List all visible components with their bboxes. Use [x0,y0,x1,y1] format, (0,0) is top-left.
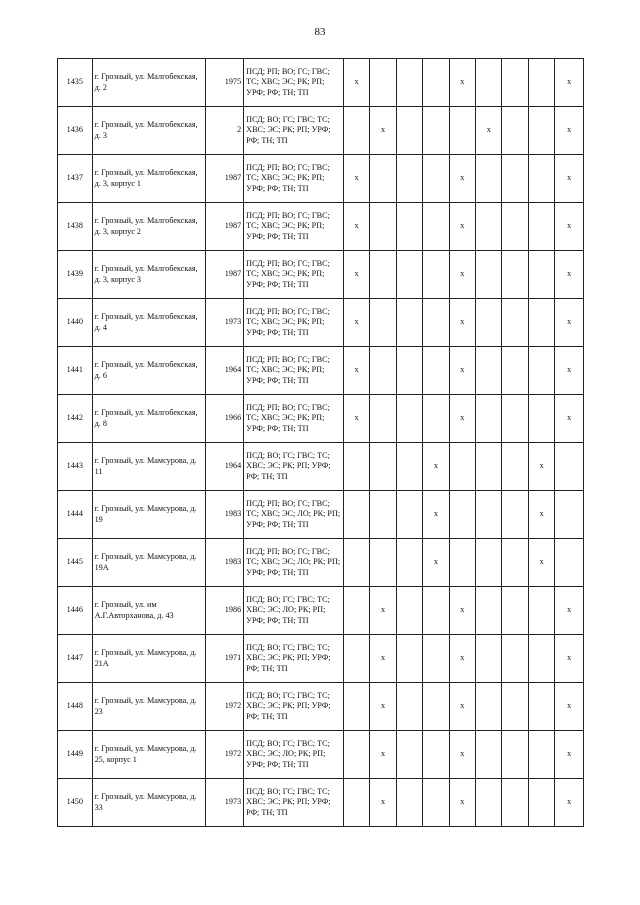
address-cell: г. Грозный, ул. Малгобекская, д. 3, корпус 2 [92,203,205,251]
mark-cell [396,779,422,827]
mark-cell [370,59,396,107]
mark-cell [423,251,449,299]
row-number: 1440 [58,299,93,347]
row-number: 1438 [58,203,93,251]
mark-cell: x [343,155,369,203]
year-cell: 1983 [205,539,244,587]
table-row [58,683,584,731]
mark-cell [396,443,422,491]
mark-cell [423,779,449,827]
table-row [58,443,584,491]
mark-cell: x [423,443,449,491]
table-row [58,587,584,635]
mark-cell [502,587,528,635]
mark-cell: x [449,251,475,299]
mark-cell [476,59,502,107]
row-number: 1446 [58,587,93,635]
row-number: 1445 [58,539,93,587]
mark-cell: x [555,107,584,155]
mark-cell [476,299,502,347]
mark-cell [396,491,422,539]
mark-cell [528,155,554,203]
mark-cell [343,539,369,587]
year-cell: 1987 [205,155,244,203]
address-cell: г. Грозный, ул. Малгобекская, д. 4 [92,299,205,347]
works-list-cell: ПСД; РП; ВО; ГС; ГВС; ТС; ХВС; ЭС; РК; РП; УРФ; РФ; ТН; ТП [244,251,344,299]
mark-cell [396,107,422,155]
mark-cell [476,731,502,779]
works-list-cell: ПСД; ВО; ГС; ГВС; ТС; ХВС; ЭС; РК; РП; УРФ; РФ; ТН; ТП [244,683,344,731]
table-row [58,731,584,779]
mark-cell [502,539,528,587]
mark-cell [449,107,475,155]
mark-cell: x [343,251,369,299]
mark-cell [370,395,396,443]
mark-cell: x [449,395,475,443]
mark-cell [396,59,422,107]
mark-cell [370,155,396,203]
table-row [58,347,584,395]
row-number: 1437 [58,155,93,203]
mark-cell: x [555,635,584,683]
mark-cell [423,203,449,251]
address-cell: г. Грозный, ул. Мамсурова, д. 19А [92,539,205,587]
address-cell: г. Грозный, ул. Мамсурова, д. 23 [92,683,205,731]
row-number: 1448 [58,683,93,731]
mark-cell [502,155,528,203]
mark-cell: x [528,443,554,491]
mark-cell [502,299,528,347]
row-number: 1443 [58,443,93,491]
row-number: 1449 [58,731,93,779]
mark-cell: x [528,539,554,587]
mark-cell: x [555,395,584,443]
mark-cell [502,107,528,155]
mark-cell [528,107,554,155]
year-cell: 1973 [205,779,244,827]
mark-cell [528,779,554,827]
mark-cell [476,587,502,635]
works-list-cell: ПСД; РП; ВО; ГС; ГВС; ТС; ХВС; ЭС; РК; РП; УРФ; РФ; ТН; ТП [244,347,344,395]
mark-cell [343,107,369,155]
works-list-cell: ПСД; ВО; ГС; ГВС; ТС; ХВС; ЭС; ЛО; РК; РП; УРФ; РФ; ТН; ТП [244,587,344,635]
address-cell: г. Грозный, ул. Малгобекская, д. 2 [92,59,205,107]
mark-cell [396,731,422,779]
mark-cell [396,539,422,587]
mark-cell: x [370,587,396,635]
works-list-cell: ПСД; РП; ВО; ГС; ГВС; ТС; ХВС; ЭС; РК; РП; УРФ; РФ; ТН; ТП [244,395,344,443]
mark-cell [476,395,502,443]
year-cell: 2 [205,107,244,155]
year-cell: 1966 [205,395,244,443]
mark-cell: x [449,155,475,203]
mark-cell [396,395,422,443]
mark-cell: x [449,203,475,251]
mark-cell [476,539,502,587]
mark-cell: x [370,635,396,683]
table-row [58,251,584,299]
mark-cell [396,683,422,731]
mark-cell: x [343,203,369,251]
mark-cell [476,251,502,299]
mark-cell [396,203,422,251]
mark-cell [449,443,475,491]
mark-cell [449,491,475,539]
table-row [58,203,584,251]
mark-cell [423,395,449,443]
mark-cell [370,443,396,491]
address-cell: г. Грозный, ул. Малгобекская, д. 8 [92,395,205,443]
address-cell: г. Грозный, ул. Малгобекская, д. 3, корпус 3 [92,251,205,299]
mark-cell: x [423,491,449,539]
works-list-cell: ПСД; РП; ВО; ГС; ГВС; ТС; ХВС; ЭС; РК; РП; УРФ; РФ; ТН; ТП [244,59,344,107]
mark-cell [476,683,502,731]
mark-cell [396,587,422,635]
table-row [58,491,584,539]
works-list-cell: ПСД; ВО; ГС; ГВС; ТС; ХВС; ЭС; ЛО; РК; РП; УРФ; РФ; ТН; ТП [244,731,344,779]
mark-cell [502,635,528,683]
mark-cell: x [555,59,584,107]
mark-cell [528,683,554,731]
mark-cell [555,539,584,587]
mark-cell [502,443,528,491]
mark-cell [370,539,396,587]
mark-cell: x [449,587,475,635]
mark-cell [343,443,369,491]
table-row [58,299,584,347]
mark-cell [423,155,449,203]
mark-cell: x [423,539,449,587]
mark-cell: x [555,155,584,203]
mark-cell [343,779,369,827]
row-number: 1442 [58,395,93,443]
table-row [58,779,584,827]
mark-cell: x [555,347,584,395]
mark-cell [423,587,449,635]
mark-cell [370,299,396,347]
mark-cell: x [555,731,584,779]
mark-cell [476,635,502,683]
mark-cell [396,299,422,347]
address-cell: г. Грозный, ул. им А.Г.Авторханова, д. 43 [92,587,205,635]
mark-cell [476,155,502,203]
year-cell: 1972 [205,731,244,779]
table-row [58,395,584,443]
mark-cell [502,59,528,107]
mark-cell [423,59,449,107]
mark-cell: x [343,395,369,443]
mark-cell: x [343,347,369,395]
mark-cell: x [555,683,584,731]
works-list-cell: ПСД; РП; ВО; ГС; ГВС; ТС; ХВС; ЭС; ЛО; РК; РП; УРФ; РФ; ТН; ТП [244,539,344,587]
table-row [58,635,584,683]
address-cell: г. Грозный, ул. Мамсурова, д. 19 [92,491,205,539]
year-cell: 1983 [205,491,244,539]
mark-cell: x [449,731,475,779]
mark-cell [396,155,422,203]
mark-cell [423,731,449,779]
row-number: 1450 [58,779,93,827]
table-row [58,107,584,155]
row-number: 1439 [58,251,93,299]
year-cell: 1971 [205,635,244,683]
mark-cell [370,251,396,299]
mark-cell [528,635,554,683]
row-number: 1444 [58,491,93,539]
works-list-cell: ПСД; РП; ВО; ГС; ГВС; ТС; ХВС; ЭС; РК; РП; УРФ; РФ; ТН; ТП [244,299,344,347]
mark-cell [476,347,502,395]
works-list-cell: ПСД; РП; ВО; ГС; ГВС; ТС; ХВС; ЭС; РК; РП; УРФ; РФ; ТН; ТП [244,155,344,203]
row-number: 1447 [58,635,93,683]
mark-cell [449,539,475,587]
mark-cell [502,395,528,443]
works-list-cell: ПСД; ВО; ГС; ГВС; ТС; ХВС; ЭС; РК; РП; УРФ; РФ; ТН; ТП [244,779,344,827]
mark-cell [528,251,554,299]
mark-cell [423,107,449,155]
mark-cell: x [555,299,584,347]
mark-cell: x [370,683,396,731]
year-cell: 1987 [205,203,244,251]
mark-cell [343,491,369,539]
mark-cell [528,731,554,779]
mark-cell [555,491,584,539]
mark-cell [502,491,528,539]
mark-cell [423,683,449,731]
mark-cell: x [370,107,396,155]
mark-cell [528,587,554,635]
works-list-cell: ПСД; ВО; ГС; ГВС; ТС; ХВС; ЭС; РК; РП; УРФ; РФ; ТН; ТП [244,107,344,155]
address-cell: г. Грозный, ул. Мамсурова, д. 11 [92,443,205,491]
mark-cell: x [449,683,475,731]
mark-cell [396,347,422,395]
mark-cell [476,443,502,491]
mark-cell [528,299,554,347]
mark-cell [502,203,528,251]
address-cell: г. Грозный, ул. Малгобекская, д. 3 [92,107,205,155]
year-cell: 1964 [205,347,244,395]
mark-cell: x [555,251,584,299]
table-row [58,59,584,107]
row-number: 1436 [58,107,93,155]
mark-cell [343,635,369,683]
address-cell: г. Грозный, ул. Малгобекская, д. 6 [92,347,205,395]
mark-cell: x [555,203,584,251]
mark-cell [423,299,449,347]
mark-cell [476,491,502,539]
mark-cell [423,635,449,683]
mark-cell: x [343,299,369,347]
mark-cell: x [476,107,502,155]
mark-cell: x [555,587,584,635]
address-cell: г. Грозный, ул. Мамсурова, д. 25, корпус 1 [92,731,205,779]
mark-cell [370,491,396,539]
year-cell: 1964 [205,443,244,491]
housing-register-table [57,58,584,827]
mark-cell [502,347,528,395]
mark-cell [343,731,369,779]
table-row [58,539,584,587]
mark-cell: x [555,779,584,827]
year-cell: 1986 [205,587,244,635]
mark-cell [528,59,554,107]
row-number: 1441 [58,347,93,395]
mark-cell: x [343,59,369,107]
row-number: 1435 [58,59,93,107]
works-list-cell: ПСД; ВО; ГС; ГВС; ТС; ХВС; ЭС; РК; РП; УРФ; РФ; ТН; ТП [244,635,344,683]
mark-cell: x [449,635,475,683]
mark-cell [343,587,369,635]
mark-cell [396,251,422,299]
table-row [58,155,584,203]
mark-cell [528,347,554,395]
mark-cell [423,347,449,395]
year-cell: 1973 [205,299,244,347]
works-list-cell: ПСД; РП; ВО; ГС; ГВС; ТС; ХВС; ЭС; ЛО; РК; РП; УРФ; РФ; ТН; ТП [244,491,344,539]
mark-cell: x [370,731,396,779]
address-cell: г. Грозный, ул. Мамсурова, д. 21А [92,635,205,683]
mark-cell [555,443,584,491]
mark-cell: x [449,299,475,347]
mark-cell [343,683,369,731]
year-cell: 1975 [205,59,244,107]
mark-cell [370,347,396,395]
works-list-cell: ПСД; ВО; ГС; ГВС; ТС; ХВС; ЭС; РК; РП; УРФ; РФ; ТН; ТП [244,443,344,491]
works-list-cell: ПСД; РП; ВО; ГС; ГВС; ТС; ХВС; ЭС; РК; РП; УРФ; РФ; ТН; ТП [244,203,344,251]
mark-cell: x [449,779,475,827]
mark-cell [370,203,396,251]
mark-cell: x [449,347,475,395]
mark-cell [528,203,554,251]
mark-cell [476,779,502,827]
mark-cell [528,395,554,443]
mark-cell: x [528,491,554,539]
mark-cell [502,731,528,779]
mark-cell: x [449,59,475,107]
year-cell: 1987 [205,251,244,299]
mark-cell [502,683,528,731]
mark-cell [502,251,528,299]
mark-cell [502,779,528,827]
address-cell: г. Грозный, ул. Мамсурова, д. 33 [92,779,205,827]
address-cell: г. Грозный, ул. Малгобекская, д. 3, корпус 1 [92,155,205,203]
mark-cell: x [370,779,396,827]
year-cell: 1972 [205,683,244,731]
mark-cell [396,635,422,683]
mark-cell [476,203,502,251]
page-number: 83 [314,26,326,38]
